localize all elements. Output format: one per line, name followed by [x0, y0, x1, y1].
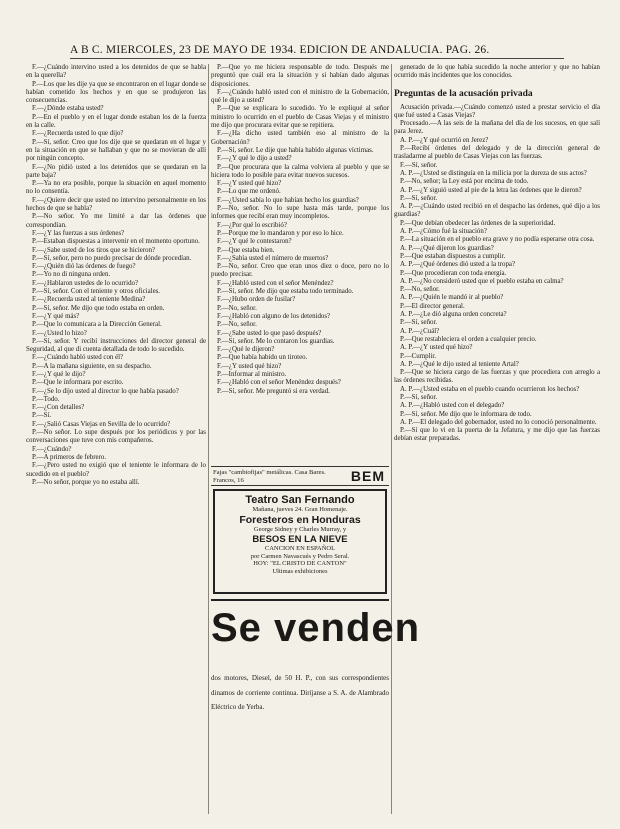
- paragraph: F.—¿Con detalles?: [32, 404, 85, 412]
- theatre-line-1: Mañana, jueves 24. Gran Homenaje.: [252, 506, 348, 513]
- paragraph: F.—¿No pidió usted a los detenidos que se quedaran en la parte baja?: [26, 163, 206, 179]
- paragraph: F.—¿Y qué más?: [32, 312, 80, 320]
- paragraph: P.—No, señor.: [217, 321, 257, 329]
- paragraph: F.—¿Recuerda usted lo que dijo?: [32, 130, 124, 138]
- paragraph: A. P.—¿Qué órdenes dió usted a la tropa?: [400, 261, 516, 269]
- ad-motors-for-sale: [211, 599, 421, 671]
- paragraph: A. P.—¿Le dió alguna orden concreta?: [400, 311, 507, 319]
- paragraph: F.—¿Cuándo habló usted con el ministro de la Gobernación, qué le dijo a usted?: [211, 88, 389, 105]
- paragraph: Acusación privada.—¿Cuándo comenzó usted a prestar servicio el día que fué usted a Casas Viejas?: [394, 103, 600, 119]
- paragraph: Procesado.—A las seis de la mañana del día de los sucesos, en que salí para Jerez.: [394, 120, 600, 136]
- paragraph: P.—No, señor. Creo que eran unos diez o doce, pero no lo puedo precisar.: [211, 263, 389, 279]
- paragraph: P.—Que estaba bien.: [217, 246, 275, 254]
- paragraph: F.—¿Hablaron ustedes de lo ocurrido?: [32, 279, 139, 287]
- paragraph: P.—Todo.: [32, 395, 60, 403]
- paragraph: P.—Sí, señor. Le dije que había habido algunas víctimas.: [217, 146, 374, 154]
- paragraph: F.—¿Y usted qué hizo?: [217, 180, 282, 188]
- ad-theatre: [213, 489, 387, 594]
- paragraph: P.—Que procedieran con toda energía.: [400, 269, 507, 277]
- paragraph: F.—¿Usted lo hizo?: [32, 329, 87, 337]
- paragraph: F.—¿Pero usted no exigió que el teniente le informara de lo sucedido en el pueblo?: [26, 462, 206, 478]
- paragraph: F.—¿Hubo orden de fusilar?: [217, 296, 296, 304]
- paragraph: P.—Sí, señor. Me dijo que todo estaba en orden.: [32, 304, 165, 312]
- paragraph: P.—En el pueblo y en el lugar donde estaban los de la fuerza en la calle.: [26, 113, 206, 130]
- column-left: [26, 64, 206, 818]
- paragraph: A. P.—El delegado del gobernador, usted no lo conoció personalmente.: [400, 418, 597, 426]
- paragraph: A. P.—¿Cuál?: [400, 327, 440, 335]
- paragraph: A. P.—¿Qué dijeron los guardias?: [400, 244, 494, 252]
- paragraph: P.—Que restableciera el orden a cualquier precio.: [400, 335, 537, 343]
- paragraph: F.—¿Cuándo habló usted con él?: [32, 354, 124, 362]
- paragraph: P.—Que estaban dispuestos a cumplir.: [400, 252, 506, 260]
- paragraph: F.—¿Habló con el señor Menéndez después?: [217, 379, 341, 387]
- paragraph: P.—No señor. Lo supe después por los periódicos y por las conversaciones que tuve con mis compañeros.: [26, 429, 206, 445]
- paragraph: A. P.—¿No consideró usted que el pueblo estaba en calma?: [400, 277, 564, 285]
- ad-sell-headline: Se venden: [211, 606, 421, 650]
- paragraph: P.—Estaban dispuestas a intervenir en el momento oportuno.: [32, 238, 200, 246]
- paragraph: F.—¿Habló usted con el señor Menéndez?: [217, 279, 334, 287]
- paragraph: P.—A la mañana siguiente, en su despacho.: [32, 362, 152, 370]
- header-rule: [70, 58, 564, 59]
- paragraph: A. P.—¿Habló usted con el delegado?: [400, 402, 505, 410]
- paragraph: P.—Sí, señor, pero no puedo precisar de dónde procedían.: [32, 254, 192, 262]
- paragraph: P.—Los que les dije ya que se encontraron en el lugar donde se habían cometido los hechos y en que se produjeron las consecuencias.: [26, 80, 206, 105]
- paragraph: F.—¿Usted sabía lo que habían hecho los guardias?: [217, 196, 359, 204]
- paragraph: P.—Que había habido un tiroteo.: [217, 354, 308, 362]
- paragraph: P.—Sí que lo vi en la puerta de la Jefatura, y me dijo que las fuerzas debían estar preparadas.: [394, 427, 600, 443]
- paragraph: A. P.—¿Y qué ocurrió en Jerez?: [400, 136, 489, 144]
- paragraph: F.—¿Salió Casas Viejas en Sevilla de lo ocurrido?: [32, 420, 171, 428]
- paragraph: P.—Porque me lo mandaron y por eso lo hice.: [217, 229, 344, 237]
- ad-bem-text: Fajas "cambiofijas" metálicas. Casa Bares. Francos, 16: [213, 469, 326, 484]
- paragraph: P.—Que se hiciera cargo de las fuerzas y que procediera con arreglo a las órdenes recibidas.: [394, 369, 600, 385]
- paragraph: F.—¿Cuándo?: [32, 445, 72, 453]
- paragraph: F.—¿Quién dió las órdenes de fuego?: [32, 263, 136, 271]
- theatre-line-5: HOY: "EL CRISTO DE CANTON": [253, 560, 347, 567]
- paragraph: A. P.—¿Usted estaba en el pueblo cuando ocurrieron los hechos?: [400, 385, 580, 393]
- paragraph: F.—¿Ha dicho usted también eso al ministro de la Gobernación?: [211, 130, 389, 146]
- section-title: Preguntas de la acusación privada: [394, 88, 533, 99]
- paragraph: F.—Sí, señor.: [400, 161, 438, 169]
- paragraph: A. P.—¿Y siguió usted al pie de la letra las órdenes que le dieron?: [400, 186, 582, 194]
- page-header: A B C. MIERCOLES, 23 DE MAYO DE 1934. EDICION DE ANDALUCIA. PAG. 26.: [70, 44, 490, 56]
- paragraph: F.—¿Cuándo intervino usted a los detenidos de que se habla en la querella?: [26, 64, 206, 80]
- paragraph: P.—Sí, señor. Me preguntó si era verdad.: [217, 387, 330, 395]
- paragraph: P.—Sí, señor. Con el teniente y otros oficiales.: [32, 288, 161, 296]
- paragraph: P.—Cumplir.: [400, 352, 436, 360]
- paragraph: P.—El director general.: [400, 302, 465, 310]
- paragraph: P.—Recibí órdenes del delegado y de la dirección general de trasladarme al pueblo de Casas Viejas con las fuerzas.: [394, 145, 600, 161]
- paragraph: P.—Sí, señor. Me dijo que estaba todo terminado.: [217, 288, 354, 296]
- theatre-line-3: CANCION EN ESPAÑOL: [264, 545, 336, 552]
- paragraph: A. P.—¿Cómo fué la situación?: [400, 228, 487, 236]
- ad-bem-logo: BEM: [350, 468, 385, 484]
- paragraph: P.—Yo no di ninguna orden.: [32, 271, 111, 279]
- paragraph: A. P.—¿Cuándo usted recibió en el despacho las órdenes, qué dijo a los guardias?: [394, 203, 600, 219]
- theatre-line-6: Ultimas exhibiciones: [272, 567, 328, 575]
- paragraph: P.—Sí, señor.: [400, 393, 438, 401]
- paragraph: F.—¿Por qué lo escribió?: [217, 221, 287, 229]
- paragraph: P.—Sí.: [32, 412, 52, 420]
- paragraph: A. P.—¿Usted se distinguía en la milicia por la dureza de sus actos?: [400, 169, 587, 177]
- paragraph: F.—¿Recuerda usted al teniente Medina?: [32, 296, 146, 304]
- paragraph: P.—Que debían obedecer las órdenes de la superioridad.: [400, 219, 556, 227]
- theatre-line-2: George Sidney y Charles Murray, y: [253, 526, 347, 533]
- paragraph: F.—¿Y usted qué hizo?: [217, 362, 282, 370]
- paragraph: P.—No, señor.: [400, 286, 440, 294]
- paragraph: F.—¿Qué le dijeron?: [217, 346, 275, 354]
- paragraph: P.—Sí, señor.: [400, 319, 438, 327]
- paragraph: A. P.—¿Quién le mandó ir al pueblo?: [400, 294, 504, 302]
- paragraph: F.—¿Y qué le dijo a usted?: [217, 155, 292, 163]
- paragraph: P.—Sí, señor. Me lo contaron los guardias.: [217, 337, 335, 345]
- paragraph: P.—No señor. Yo me limité a dar las órdenes que correspondían.: [26, 213, 206, 229]
- paragraph: F.—¿Sabía usted el número de muertos?: [217, 254, 329, 262]
- paragraph: P.—Que se explicara lo sucedido. Yo le expliqué al señor ministro lo ocurrido en el pueblo de Casas Viejas y el ministro me dijo que procurara evitar que se repitiera.: [211, 105, 389, 130]
- paragraph: F.—¿Dónde estaba usted?: [32, 105, 104, 113]
- paragraph: P.—Lo que me ordenó.: [217, 188, 281, 196]
- paragraph: P.—Sí, señor. Me dijo que le informara de todo.: [400, 410, 532, 418]
- paragraph: F.—¿Habló con alguno de los detenidos?: [217, 312, 331, 320]
- theatre-line-4: por Carmen Navascués y Pedro Seral.: [250, 552, 350, 560]
- paragraph: P.—Que yo me hiciera responsable de todo. Después me preguntó que cuál era la situación y si habían dado algunas disposiciones.: [211, 64, 389, 88]
- paragraph: A. P.—¿Qué le dijo usted al teniente Artal?: [400, 360, 519, 368]
- paragraph: P.—Que lo comunicara a la Dirección General.: [32, 321, 162, 329]
- theatre-film-2: BESOS EN LA NIEVE: [252, 534, 348, 545]
- paragraph: F.—¿Quiere decir que usted no intervino personalmente en los hechos de que se habla?: [26, 196, 206, 213]
- paragraph: P.—Sí, señor.: [400, 194, 438, 202]
- ad-sell-body: dos motores, Diesel, de 50 H. P., con sus correspondientes dinamos de corriente continua. Diríjanse a S. A. de Alambrado Eléctrico de Yerba.: [211, 674, 389, 711]
- paragraph: P.—Ya no era posible, porque la situación en aquel momento no lo consentía.: [26, 180, 206, 196]
- paragraph: F.—¿Y qué le dijo?: [32, 370, 86, 378]
- column-center: [211, 64, 389, 459]
- column-divider-left: [208, 64, 209, 814]
- paragraph: F.—¿Y qué le contestaron?: [217, 238, 292, 246]
- paragraph: P.—Que le informara por escrito.: [32, 379, 124, 387]
- paragraph: P.—No señor, porque yo no estaba allí.: [32, 478, 140, 486]
- paragraph: F.—¿Sabe usted de los tiros que se hicieron?: [32, 246, 156, 254]
- paragraph: P.—No, señor. No lo supe hasta más tarde, porque los informes que recibí eran muy incompletos.: [211, 205, 389, 221]
- paragraph: F.—¿Sabe usted lo que pasó después?: [217, 329, 322, 337]
- paragraph: P.—Que procurara que la calma volviera al pueblo y que se hiciera todo lo posible para evitar nuevos sucesos.: [211, 163, 389, 179]
- paragraph: P.—No, señor.: [217, 304, 257, 312]
- paragraph: generado de lo que había sucedido la noche anterior y que no habían ocurrido más incidentes que los conocidos.: [394, 64, 600, 80]
- paragraph: P.—Sí, señor. Y recibí instrucciones del director general de Seguridad, al que di cuenta detallada de todo lo sucedido.: [26, 337, 206, 354]
- paragraph: F.—¿Se lo dijo usted al director lo que había pasado?: [32, 387, 179, 395]
- paragraph: P.—La situación en el pueblo era grave y no podía esperarse otra cosa.: [400, 236, 595, 244]
- paragraph: A. P.—¿Y usted qué hizo?: [400, 344, 473, 352]
- paragraph: P.—A primeros de febrero.: [32, 453, 107, 461]
- column-divider-right: [391, 64, 392, 814]
- paragraph: P.—No, señor; la Ley está por encima de todo.: [400, 178, 529, 186]
- column-right: [394, 64, 600, 818]
- ad-bem: [211, 466, 389, 486]
- paragraph: P.—Informar al ministro.: [217, 370, 287, 378]
- theatre-title: Teatro San Fernando: [245, 494, 355, 506]
- paragraph: P.—Sí, señor. Creo que los dije que se quedaran en el lugar y en la situación en que se hallaban y que no se movieran de allí por ningún concepto.: [26, 138, 206, 163]
- paragraph: F.—¿Y las fuerzas a sus órdenes?: [32, 229, 125, 237]
- theatre-film-1: Foresteros en Honduras: [239, 514, 361, 526]
